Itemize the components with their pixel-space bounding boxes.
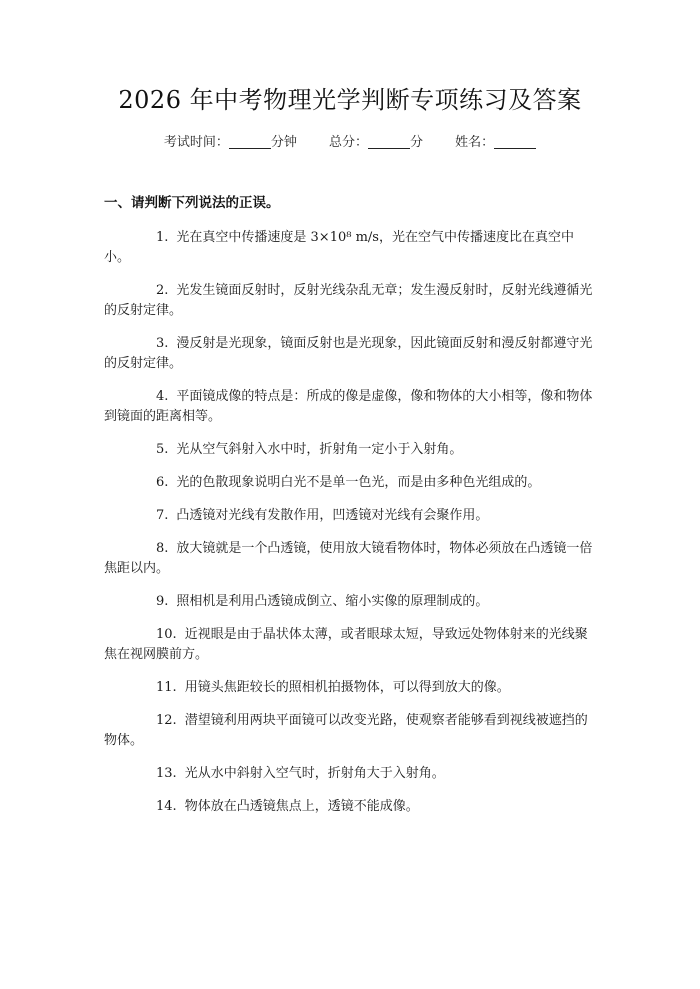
question-text: 照相机是利用凸透镜成倒立、缩小实像的原理制成的。 [176, 594, 489, 609]
exam-info-line [104, 133, 596, 153]
question-number: 10. [156, 627, 177, 642]
exam-time-label: 考试时间： [163, 135, 229, 150]
question-text: 光从水中斜射入空气时，折射角大于入射角。 [184, 766, 445, 781]
question-item [104, 228, 596, 268]
question-item [104, 592, 596, 612]
total-score-field [329, 133, 423, 153]
question-item [104, 678, 596, 698]
document-page [0, 84, 700, 989]
document-title: 2026 年中考物理光学判断专项练习及答案 [118, 86, 582, 114]
question-text: 漫反射是光现象，镜面反射也是光现象，因此镜面反射和漫反射都遵守光的反射定律。 [104, 336, 593, 371]
question-item [104, 711, 596, 751]
question-number: 3. [156, 336, 169, 351]
question-text: 光的色散现象说明白光不是单一色光，而是由多种色光组成的。 [176, 475, 541, 490]
question-item [104, 506, 596, 526]
question-number: 7. [156, 508, 169, 523]
student-name-blank[interactable] [494, 134, 536, 149]
exam-time-unit: 分钟 [270, 135, 297, 150]
question-item [104, 473, 596, 493]
total-score-unit: 分 [410, 135, 424, 150]
question-number: 5. [156, 442, 169, 457]
question-text: 平面镜成像的特点是：所成的像是虚像，像和物体的大小相等，像和物体到镜面的距离相等。 [104, 389, 593, 424]
question-item [104, 334, 596, 374]
question-item [104, 764, 596, 784]
question-number: 11. [156, 680, 177, 695]
question-item [104, 625, 596, 665]
question-number: 14. [156, 799, 177, 814]
question-list [104, 228, 596, 817]
question-number: 4. [156, 389, 169, 404]
question-text: 凸透镜对光线有发散作用，凹透镜对光线有会聚作用。 [176, 508, 489, 523]
question-number: 9. [156, 594, 169, 609]
question-text: 用镜头焦距较长的照相机拍摄物体，可以得到放大的像。 [184, 680, 510, 695]
question-item [104, 440, 596, 460]
student-name-label: 姓名： [455, 135, 495, 150]
question-item [104, 281, 596, 321]
question-item [104, 797, 596, 817]
exam-time-field [164, 133, 297, 153]
question-item [104, 539, 596, 579]
section-heading: 一、请判断下列说法的正误。 [104, 195, 280, 211]
question-item [104, 387, 596, 427]
total-score-blank[interactable] [368, 134, 410, 149]
question-text: 物体放在凸透镜焦点上，透镜不能成像。 [184, 799, 419, 814]
question-text: 近视眼是由于晶状体太薄，或者眼球太短，导致远处物体射来的光线聚焦在视网膜前方。 [104, 627, 588, 662]
question-text: 光在真空中传播速度是 3×10⁸ m/s，光在空气中传播速度比在真空中小。 [104, 230, 574, 265]
question-text: 潜望镜利用两块平面镜可以改变光路，使观察者能够看到视线被遮挡的物体。 [104, 713, 588, 748]
question-number: 6. [156, 475, 169, 490]
question-number: 1. [156, 230, 169, 245]
question-number: 12. [156, 713, 177, 728]
student-name-field [455, 133, 536, 153]
question-text: 光发生镜面反射时，反射光线杂乱无章；发生漫反射时，反射光线遵循光的反射定律。 [104, 283, 593, 318]
total-score-label: 总分： [328, 135, 368, 150]
question-number: 8. [156, 541, 169, 556]
question-number: 13. [156, 766, 177, 781]
question-text: 放大镜就是一个凸透镜，使用放大镜看物体时，物体必须放在凸透镜一倍焦距以内。 [104, 541, 593, 576]
exam-time-blank[interactable] [229, 134, 271, 149]
question-text: 光从空气斜射入水中时，折射角一定小于入射角。 [176, 442, 463, 457]
question-number: 2. [156, 283, 169, 298]
